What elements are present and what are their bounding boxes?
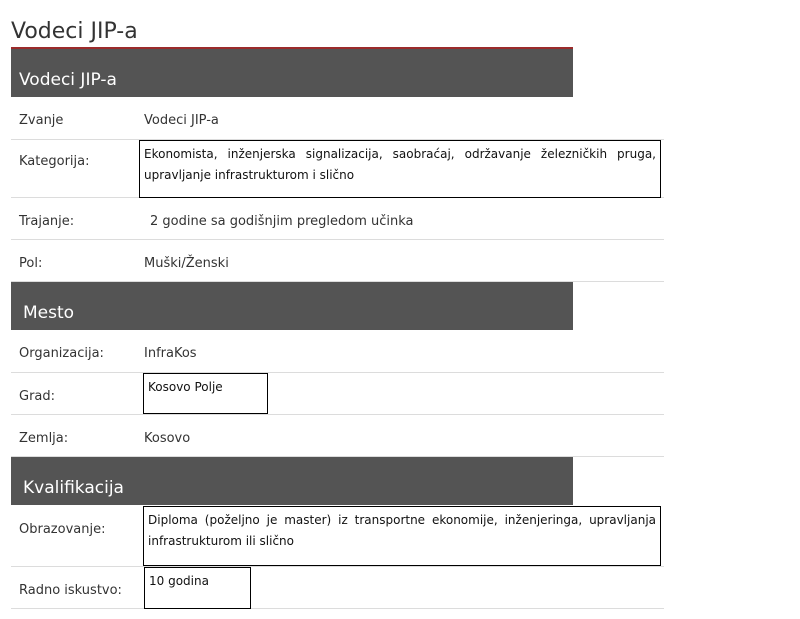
row-label: Obrazovanje: (19, 522, 106, 537)
row-label: Organizacija: (19, 346, 104, 361)
section-header-position (11, 49, 573, 97)
row-organization (11, 330, 664, 373)
category-field[interactable]: Ekonomista, inženjerska signalizacija, saobraćaj, održavanje železničkih pruga, upravljanje infrastrukturom i slično (139, 140, 661, 198)
section-header-location (11, 282, 573, 330)
row-label: Zemlja: (19, 431, 69, 446)
row-label: Radno iskustvo: (19, 583, 122, 598)
city-field[interactable]: Kosovo Polje (143, 373, 268, 414)
row-label: Pol: (19, 256, 43, 271)
education-field[interactable]: Diploma (poželjno je master) iz transportne ekonomije, inženjeringa, upravljanja infrastrukturom ili slično (143, 506, 661, 566)
row-value: Kosovo (144, 431, 191, 446)
experience-field[interactable]: 10 godina (144, 567, 251, 609)
row-value: Vodeci JIP-a (144, 113, 219, 128)
row-country (11, 415, 664, 457)
row-value: 2 godine sa godišnjim pregledom učinka (150, 214, 414, 229)
section-title: Mesto (23, 303, 75, 323)
row-city (11, 373, 664, 415)
row-duration (11, 198, 664, 240)
row-label: Grad: (19, 389, 56, 404)
row-gender (11, 240, 664, 282)
row-label: Zvanje (19, 113, 64, 128)
row-label: Kategorija: (19, 154, 90, 169)
section-title: Kvalifikacija (23, 478, 124, 498)
row-value: Muški/Ženski (144, 256, 229, 271)
row-value: InfraKos (144, 346, 197, 361)
row-title (11, 97, 664, 140)
page-title: Vodeci JIP-a (11, 19, 138, 44)
section-header-qualifications (11, 457, 573, 505)
row-experience (11, 567, 664, 609)
section-title: Vodeci JIP-a (19, 70, 117, 90)
row-label: Trajanje: (19, 214, 75, 229)
